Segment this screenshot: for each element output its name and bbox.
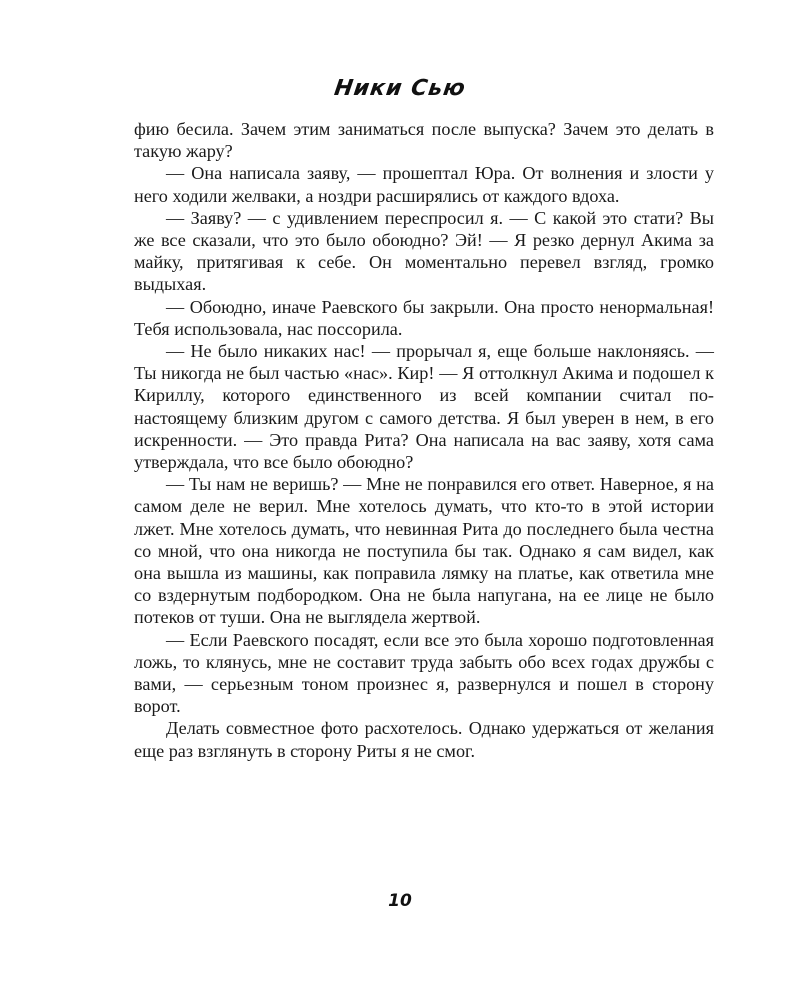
paragraph: — Заяву? — с удивлением переспросил я. — С какой это стати? Вы же все сказали, что это было обоюдно? Эй! — Я резко дернул Акима за майку, притягивая к себе. Он моментально перевел взгляд, громко выдыхая.	[134, 207, 714, 295]
running-head-author: Ники Сью	[332, 76, 468, 101]
page-number: 10	[388, 891, 412, 911]
paragraph: — Если Раевского посадят, если все это была хорошо подготовленная ложь, то клянусь, мне не составит труда забыть обо всех годах дружбы с вами, — серьезным тоном произнес я, развернулся и пошел в сторону ворот.	[134, 629, 714, 717]
paragraph: — Ты нам не веришь? — Мне не понравился его ответ. Наверное, я на самом деле не верил. Мне хотелось думать, что кто-то в этой истории лжет. Мне хотелось думать, что невинная Рита до последнего была честна со мной, что она никогда не поступила бы так. Однако я сам видел, как она вышла из машины, как поправила лямку на платье, как ответила мне со вздернутым подбородком. Она не была напугана, на ее лице не было потеков от туши. Она не выглядела жертвой.	[134, 474, 714, 628]
paragraph: — Обоюдно, иначе Раевского бы закрыли. Она просто ненормальная! Тебя использовала, нас поссорила.	[134, 296, 714, 339]
paragraph: Делать совместное фото расхотелось. Однако удержаться от желания еще раз взглянуть в сторону Риты я не смог.	[134, 718, 714, 761]
paragraph: фию бесила. Зачем этим заниматься после выпуска? Зачем это делать в такую жару?	[134, 119, 714, 162]
body-text	[134, 118, 714, 762]
paragraph: — Не было никаких нас! — прорычал я, еще больше наклоняясь. — Ты никогда не был частью «нас». Кир! — Я оттолкнул Акима и подошел к Кириллу, которого единственного из всей компании считал по-настоящему близким другом с самого детства. Я был уверен в нем, в его искренности. — Это правда Рита? Она написала на вас заяву, хотя сама утверждала, что все было обоюдно?	[134, 341, 714, 473]
paragraph: — Она написала заяву, — прошептал Юра. От волнения и злости у него ходили желваки, а ноздри расширялись от каждого вдоха.	[134, 163, 714, 206]
